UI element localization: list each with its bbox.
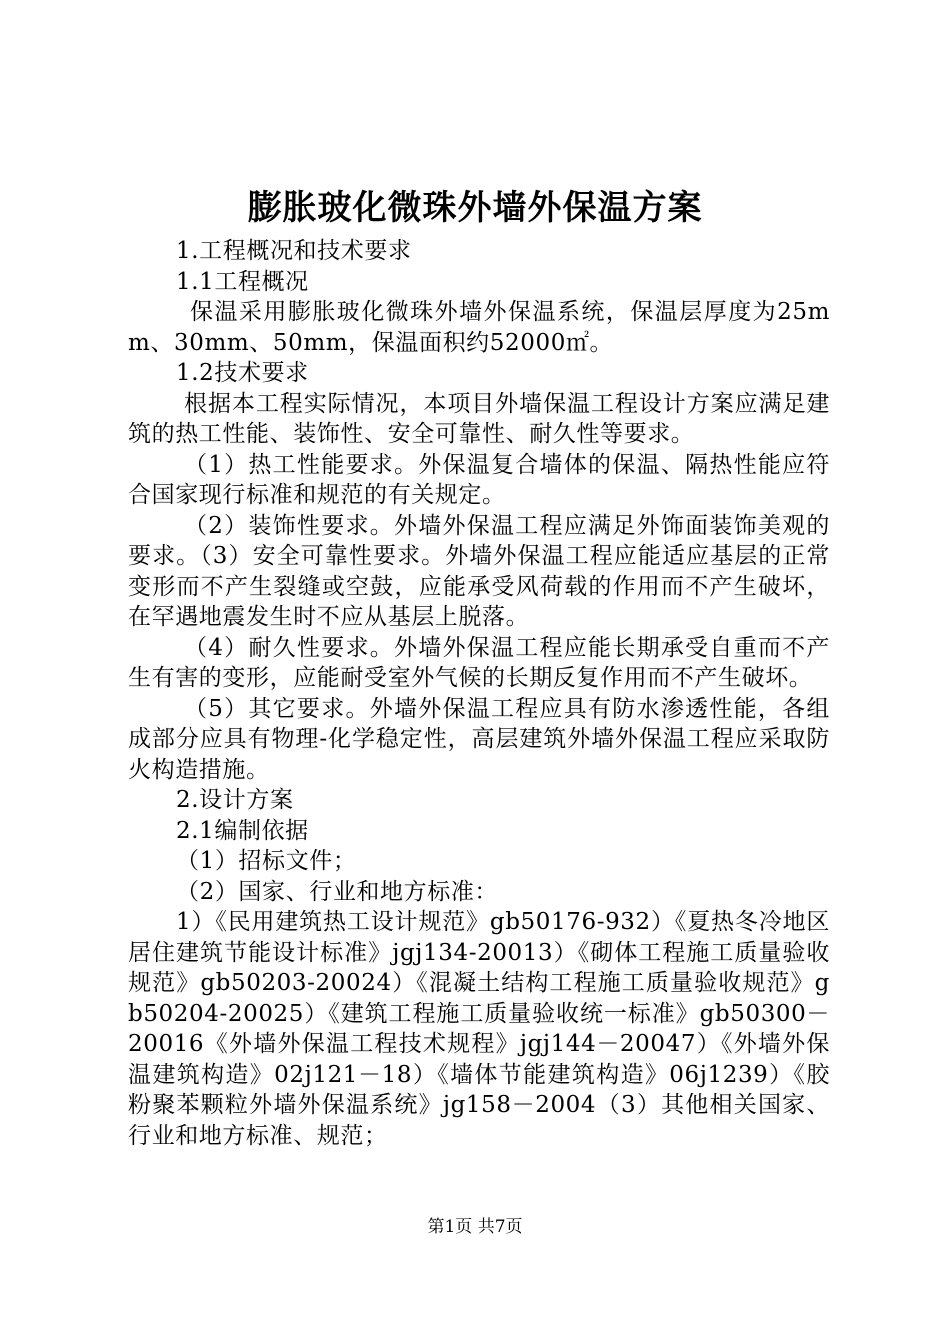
- paragraph: 保温采用膨胀玻化微珠外墙外保温系统，保温层厚度为25mm、30mm、50mm，保温面积约52000㎡。: [128, 299, 830, 356]
- section-heading: 2.设计方案: [176, 787, 294, 813]
- paragraph: （4）耐久性要求。外墙外保温工程应能长期承受自重而不产生有害的变形，应能耐受室外气候的长期反复作用而不产生破坏。: [128, 634, 830, 691]
- subsection-heading: 1.2技术要求: [176, 360, 309, 386]
- subsection-heading: 2.1编制依据: [176, 817, 309, 844]
- page-footer: 第1页 共7页: [427, 1217, 523, 1237]
- paragraph: （2）装饰性要求。外墙外保温工程应满足外饰面装饰美观的要求。（3）安全可靠性要求。外墙外保温工程应能适应基层的正常变形而不产生裂缝或空鼓，应能承受风荷载的作用而不产生破坏，在罕遇地震发生时不应从基层上脱落。: [128, 512, 830, 630]
- document-body: [128, 236, 830, 1151]
- paragraph: （1）热工性能要求。外保温复合墙体的保温、隔热性能应符合国家现行标准和规范的有关规定。: [128, 451, 830, 508]
- document-title: 膨胀玻化微珠外墙外保温方案: [247, 188, 703, 228]
- subsection-heading: 1.1工程概况: [176, 268, 309, 295]
- list-item: （1）招标文件；: [176, 848, 357, 874]
- paragraph: 根据本工程实际情况，本项目外墙保温工程设计方案应满足建筑的热工性能、装饰性、安全可靠性、耐久性等要求。: [128, 390, 830, 447]
- paragraph: 1）《民用建筑热工设计规范》gb50176-932）《夏热冬冷地区居住建筑节能设计标准》jgj134-20013）《砌体工程施工质量验收规范》gb50203-20024）《混凝土结构工程施工质量验收规范》gb50204-20025）《建筑工程施工质量验收统一标准》gb50300－20016《外墙外保温工程技术规程》jgj144－20047）《外墙外保温建筑构造》02j121－18）《墙体节能建筑构造》06j1239）《胶粉聚苯颗粒外墙外保温系统》jg158－2004（3）其他相关国家、行业和地方标准、规范；: [128, 909, 830, 1149]
- paragraph: （5）其它要求。外墙外保温工程应具有防水渗透性能，各组成部分应具有物理-化学稳定性，高层建筑外墙外保温工程应采取防火构造措施。: [128, 695, 830, 783]
- section-heading: 1.工程概况和技术要求: [176, 238, 412, 264]
- list-item: （2）国家、行业和地方标准：: [176, 878, 499, 905]
